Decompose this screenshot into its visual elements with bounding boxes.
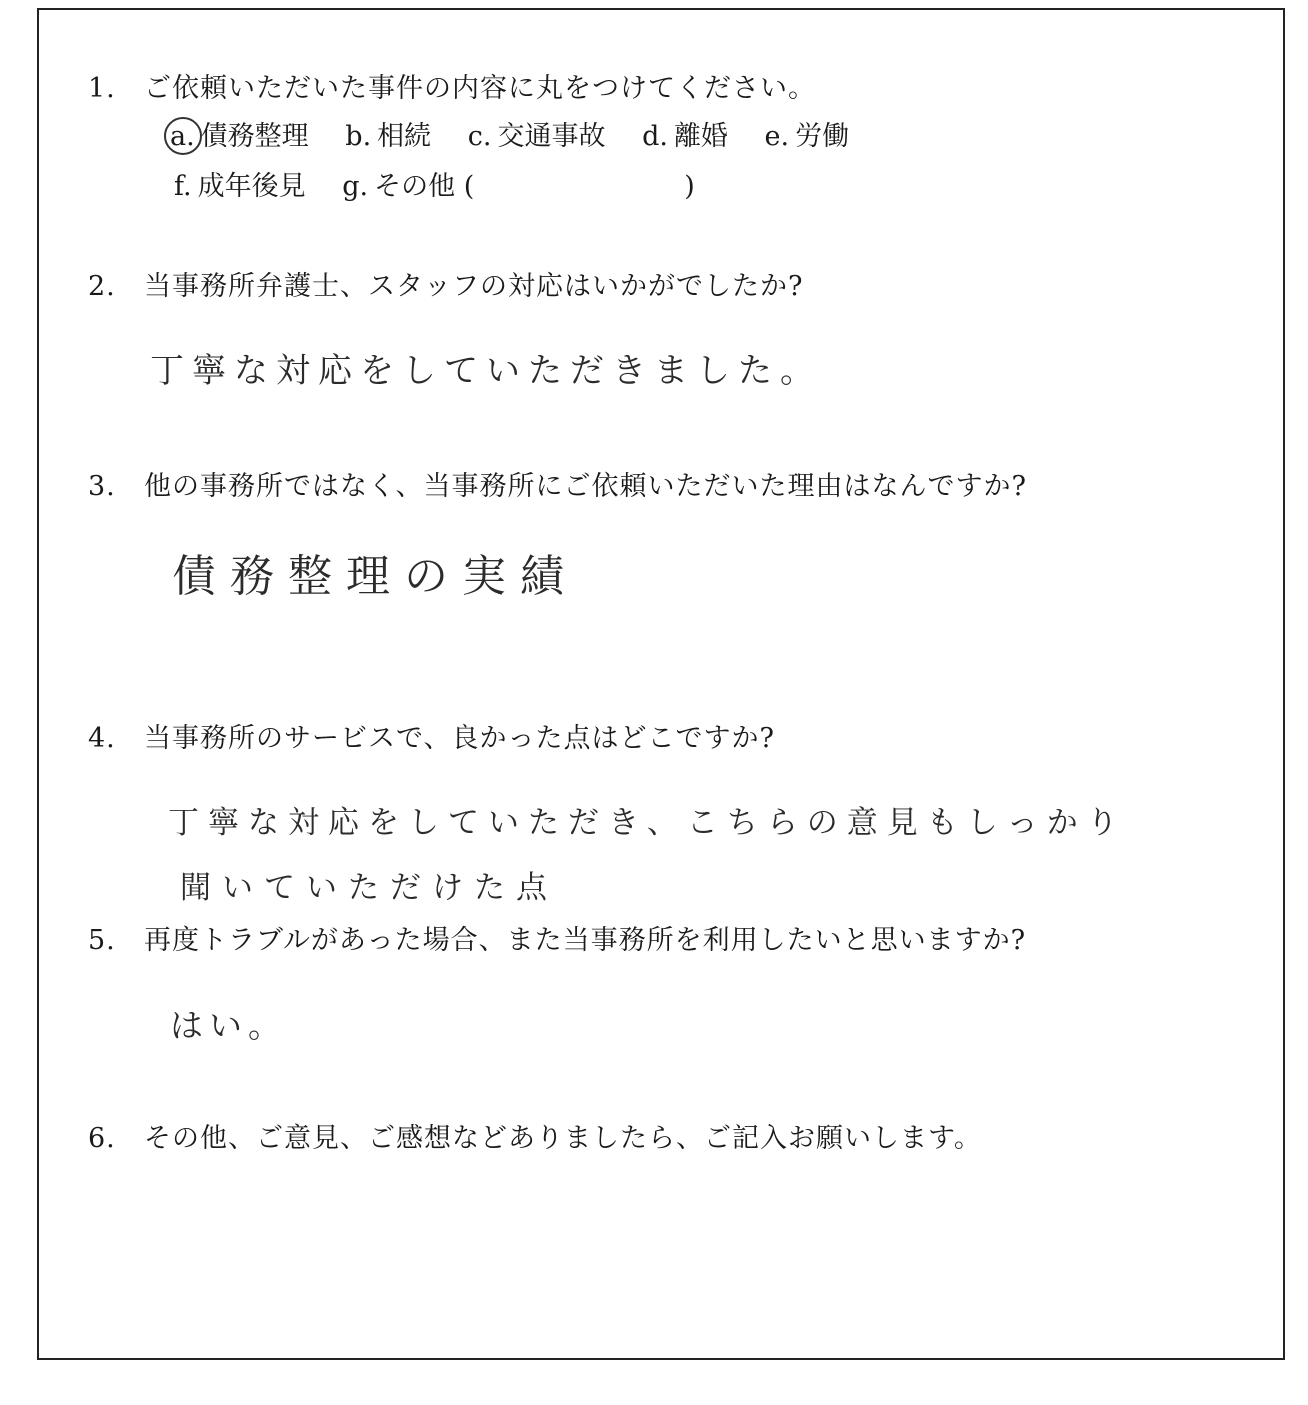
question-number: 1. (88, 73, 116, 104)
question-6 (88, 1122, 982, 1156)
option-d: d. 離婚 (642, 121, 728, 152)
option-label: 離婚 (673, 121, 728, 152)
other-paren-close: ) (684, 171, 695, 202)
question-text: ご依頼いただいた事件の内容に丸をつけてください。 (144, 73, 816, 104)
question-text: 再度トラブルがあった場合、また当事務所を利用したいと思いますか? (144, 925, 1027, 956)
answer-4-line-2-handwritten: 聞いていただけた点 (180, 870, 558, 906)
survey-sheet (37, 8, 1285, 1360)
question-3 (88, 470, 1027, 504)
option-g: g. その他 ( ) (342, 171, 695, 202)
answer-4-line-1-handwritten: 丁寧な対応をしていただき、こちらの意見もしっかり (168, 805, 1127, 841)
option-label: 債務整理 (200, 121, 309, 152)
other-paren-open: ( (463, 171, 475, 202)
option-label: 交通事故 (497, 121, 606, 152)
option-label: その他 (374, 171, 456, 202)
answer-5-handwritten: はい。 (170, 1006, 287, 1045)
question-5 (88, 924, 1026, 958)
question-text: 当事務所弁護士、スタッフの対応はいかがでしたか? (144, 271, 804, 302)
option-e: e. 労働 (764, 121, 850, 152)
circle-icon (164, 117, 202, 155)
option-b: b. 相続 (345, 121, 432, 152)
answer-3-handwritten: 債務整理の実績 (172, 551, 578, 602)
option-label: 成年後見 (197, 171, 306, 202)
question-text: その他、ご意見、ご感想などありましたら、ご記入お願いします。 (144, 1123, 982, 1154)
option-label: 相続 (377, 121, 432, 152)
selected-circle-mark: a. (170, 120, 201, 154)
option-a (170, 120, 309, 154)
question-1 (88, 72, 816, 106)
answer-2-handwritten: 丁寧な対応をしていただきました。 (150, 351, 822, 391)
question-number: 4. (88, 723, 116, 754)
question-number: 2. (88, 271, 116, 302)
question-number: 6. (88, 1123, 116, 1154)
question-number: 3. (88, 471, 116, 502)
options-row-2 (174, 170, 723, 204)
question-2 (88, 270, 803, 304)
option-c: c. 交通事故 (467, 121, 606, 152)
question-text: 他の事務所ではなく、当事務所にご依頼いただいた理由はなんですか? (144, 471, 1027, 502)
options-row-1 (170, 120, 877, 154)
question-4 (88, 722, 775, 756)
question-number: 5. (88, 925, 116, 956)
option-f: f. 成年後見 (174, 171, 306, 202)
option-label: 労働 (795, 121, 850, 152)
question-text: 当事務所のサービスで、良かった点はどこですか? (144, 723, 775, 754)
